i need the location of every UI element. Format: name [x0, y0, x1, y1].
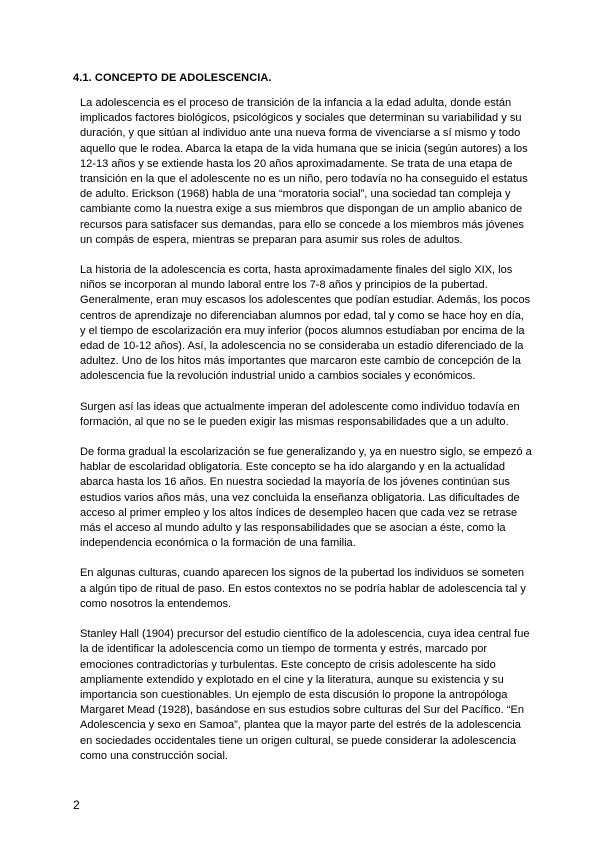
paragraph-stanley-hall: Stanley Hall (1904) precursor del estudio científico de la adolescencia, cuya idea central fue la de identificar la adolescencia como un tiempo de tormenta y estrés, marcado por emociones contradictorias y turbulentas. Este concepto de crisis adolescente ha sido ampliamente extendido y explotado en el cine y la literatura, aunque su existencia y su importancia son cuestionables. Un ejemplo de esta discusión lo propone la antropóloga Margaret Mead (1928), basándose en sus estudios sobre culturas del Sur del Pacífico. “En Adolescencia y sexo en Samoa”, plantea que la mayor parte del estrés de la adolescencia en sociedades occidentales tiene un origen cultural, se puede considerar la adolescencia como una construcción social. [80, 628, 530, 762]
section-body [80, 96, 532, 779]
paragraph-definition: La adolescencia es el proceso de transición de la infancia a la edad adulta, donde están implicados factores biológicos, psicológicos y sociales que determinan su variabilidad y su duración, y que sitúan al individuo ante una nueva forma de vivenciarse a sí mismo y todo aquello que le rodea. Abarca la etapa de la vida humana que se inicia (según autores) a los 12-13 años y se extiende hasta los 20 años aproximadamente. Se trata de una etapa de transición en la que el adolescente no es un niño, pero todavía no ha conseguido el estatus de adulto. Erickson (1968) habla de una “moratoria social”, una sociedad tan compleja y cambiante como la nuestra exige a sus miembros que dispongan de un amplio abanico de recursos para satisfacer sus demandas, para ello se concede a los miembros más jóvenes un compás de espera, mientras se preparan para asumir sus roles de adultos. [80, 97, 528, 246]
section-heading: 4.1. CONCEPTO DE ADOLESCENCIA. [73, 72, 272, 84]
paragraph-modern-ideas: Surgen así las ideas que actualmente imperan del adolescente como individuo todavía en formación, al que no se le pueden exigir las mismas responsabilidades que a un adulto. [80, 400, 520, 428]
paragraph-schooling: De forma gradual la escolarización se fue generalizando y, ya en nuestro siglo, se empezó a hablar de escolaridad obligatoria. Este concepto se ha ido alargando y en la actualidad abarca hasta los 16 años. En nuestra sociedad la mayoría de los jóvenes continúan sus estudios varios años más, una vez concluida la enseñanza obligatoria. Las dificultades de acceso al primer empleo y los altos índices de desempleo hacen que cada vez se retrase más el acceso al mundo adulto y las responsabilidades que se asocian a éste, como la independencia económica o la formación de una familia. [80, 446, 532, 550]
paragraph-history: La historia de la adolescencia es corta, hasta aproximadamente finales del siglo XIX, los niños se incorporan al mundo laboral entre los 7-8 años y principios de la pubertad. Generalmente, eran muy escasos los adolescentes que podían estudiar. Además, los pocos centros de aprendizaje no diferenciaban alumnos por edad, tal y como se hace hoy en día, y el tiempo de escolarización era muy inferior (pocos alumnos estudiaban por encima de la edad de 10-12 años). Así, la adolescencia no se consideraba un estadio diferenciado de la adultez. Uno de los hitos más importantes que marcaron este cambio de concepción de la adolescencia fue la revolución industrial unido a cambios sociales y económicos. [80, 264, 531, 383]
paragraph-cultures: En algunas culturas, cuando aparecen los signos de la pubertad los individuos se someten a algún tipo de ritual de paso. En estos contextos no se podría hablar de adolescencia tal y como nosotros la entendemos. [80, 567, 526, 610]
page-number: 2 [73, 798, 80, 812]
